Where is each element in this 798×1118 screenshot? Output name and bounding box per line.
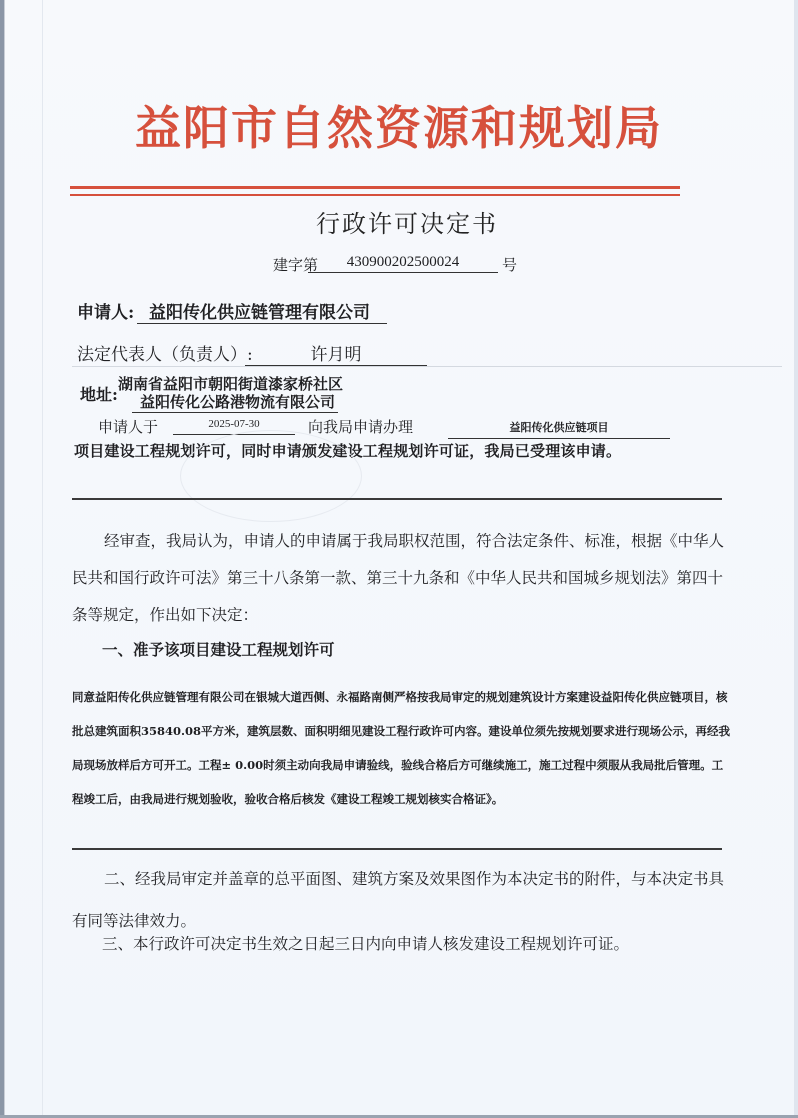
document-title: 行政许可决定书 bbox=[316, 210, 498, 238]
scan-fold-line bbox=[42, 0, 43, 1118]
applicant-label: 申请人: bbox=[77, 303, 135, 323]
document-number-label: 建字第 bbox=[273, 256, 319, 274]
section-1-detail: 同意益阳传化供应链管理有限公司在银城大道西侧、永福路南侧严格按我局审定的规划建筑设计方案建设益阳传化供应链项目，核批总建筑面积35840.08平方米，建筑层数、面积明细见建设工程行政许可内容。建设单位须先按规划要求进行现场公示，再经我局现场放样后方可开工。工程± 0.00时须主动向我局申请验线，验线合格后方可继续施工，施工过程中须服从我局批后管理。工程竣工后，由我局进行规划验收，验收合格后核发《建设工程竣工规划核实合格证》。 bbox=[72, 690, 731, 806]
letterhead-rule-thick bbox=[70, 186, 680, 189]
document-number-suffix: 号 bbox=[502, 256, 518, 274]
legal-rep-value: 许月明 bbox=[245, 340, 427, 366]
section-1-heading: 一、准予该项目建设工程规划许可 bbox=[102, 640, 335, 659]
divider-rule-2 bbox=[72, 848, 722, 850]
address-line-1: 湖南省益阳市朝阳街道漆家桥社区 bbox=[118, 375, 344, 393]
apply-to-label: 向我局申请办理 bbox=[308, 418, 414, 436]
section-2-paragraph: 二、经我局审定并盖章的总平面图、建筑方案及效果图作为本决定书的附件，与本决定书具有同等法律效力。 bbox=[72, 870, 725, 930]
address-label: 地址: bbox=[80, 385, 118, 404]
divider-rule-1 bbox=[72, 498, 722, 500]
seal-bleed-through bbox=[180, 430, 362, 522]
scan-edge-right bbox=[794, 0, 798, 1118]
agency-letterhead: 益阳市自然资源和规划局 bbox=[135, 101, 663, 155]
review-paragraph: 经审查，我局认为，申请人的申请属于我局职权范围，符合法定条件、标准，根据《中华人民共和国行政许可法》第三十八条第一款、第三十九条和《中华人民共和国城乡规划法》第四十条等规定，作出如下决定： bbox=[72, 532, 725, 624]
application-date: 2025-07-30 bbox=[173, 418, 295, 435]
legal-rep-label: 法定代表人（负责人）: bbox=[77, 345, 253, 365]
document-number-value: 430900202500024 bbox=[308, 254, 498, 273]
section-3-paragraph: 三、本行政许可决定书生效之日起三日内向申请人核发建设工程规划许可证。 bbox=[102, 935, 630, 953]
address-line-2: 益阳传化公路港物流有限公司 bbox=[132, 391, 338, 413]
accepted-statement: 项目建设工程规划许可，同时申请颁发建设工程规划许可证，我局已受理该申请。 bbox=[74, 442, 622, 460]
applied-on-label: 申请人于 bbox=[98, 418, 159, 436]
project-name: 益阳传化供应链项目 bbox=[448, 419, 670, 439]
applicant-value: 益阳传化供应链管理有限公司 bbox=[137, 298, 387, 324]
letterhead-rule-thin bbox=[70, 194, 680, 196]
divider-faint bbox=[72, 366, 782, 367]
